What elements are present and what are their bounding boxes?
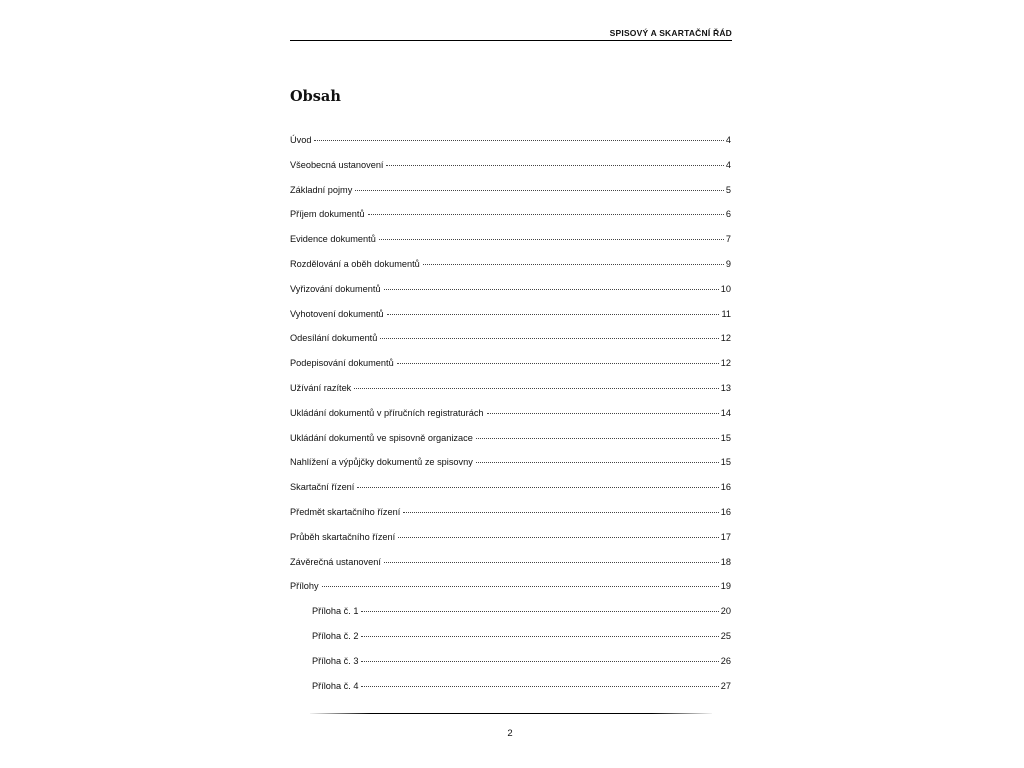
toc-entry-label: Předmět skartačního řízení (290, 506, 401, 517)
toc-entry-page-number: 4 (725, 135, 731, 145)
footer-rule (310, 713, 712, 714)
toc-entry-label: Přílohy (290, 581, 319, 592)
toc-entry-row (290, 431, 731, 445)
toc-entry-label: Rozdělování a oběh dokumentů (290, 258, 420, 269)
toc-dot-leader (476, 437, 719, 439)
toc-entry-row (312, 604, 731, 618)
toc-entry-row (290, 530, 731, 544)
toc-entry-row (312, 679, 731, 693)
toc-entry-page-number: 12 (720, 358, 731, 369)
toc-entry-page-number: 16 (720, 506, 731, 517)
running-header: SPISOVÝ A SKARTAČNÍ ŘÁD (609, 28, 732, 38)
toc-entry-page-number: 18 (720, 556, 731, 567)
toc-entry-page-number: 27 (720, 680, 731, 691)
toc-entry-page-number: 12 (720, 333, 731, 344)
toc-dot-leader (384, 288, 719, 290)
page-number: 2 (507, 728, 513, 739)
table-of-contents (290, 133, 732, 703)
toc-entry[interactable] (290, 555, 732, 580)
toc-entry[interactable] (290, 579, 732, 604)
toc-entry-page-number: 14 (720, 407, 731, 418)
toc-entry-row (290, 183, 731, 197)
toc-dot-leader (387, 313, 720, 315)
toc-entry-row (312, 629, 731, 643)
toc-entry[interactable] (290, 530, 732, 555)
toc-dot-leader (403, 511, 718, 513)
toc-entry[interactable] (290, 257, 732, 282)
toc-entry-page-number: 5 (725, 184, 731, 195)
toc-entry[interactable] (290, 282, 732, 307)
toc-entry[interactable] (290, 455, 732, 480)
toc-entry[interactable] (290, 307, 732, 332)
toc-entry-row (290, 282, 731, 296)
toc-entry-label: Závěrečná ustanovení (290, 556, 381, 567)
toc-dot-leader (476, 461, 719, 463)
toc-entry[interactable] (290, 183, 732, 208)
toc-entry-label: Vyřizování dokumentů (290, 283, 381, 294)
toc-dot-leader (380, 337, 718, 339)
toc-entry-page-number: 4 (725, 159, 731, 170)
toc-entry-label: Příjem dokumentů (290, 209, 365, 220)
toc-entry-label: Ukládání dokumentů ve spisovně organizace (290, 432, 473, 443)
toc-entry-row (290, 158, 731, 172)
toc-entry-page-number: 17 (720, 531, 731, 542)
toc-entry-page-number: 19 (720, 581, 731, 592)
toc-entry-page-number: 20 (720, 606, 731, 617)
toc-title: Obsah (290, 88, 341, 105)
toc-entry-label: Příloha č. 1 (312, 606, 359, 617)
toc-entry-page-number: 16 (720, 482, 731, 493)
toc-entry-page-number: 15 (720, 457, 731, 468)
toc-entry-label: Příloha č. 4 (312, 680, 359, 691)
toc-entry-row (290, 331, 731, 345)
toc-entry-label: Evidence dokumentů (290, 234, 376, 245)
toc-dot-leader (487, 412, 719, 414)
toc-entry[interactable] (290, 158, 732, 183)
toc-dot-leader (357, 486, 718, 488)
toc-entry-label: Příloha č. 3 (312, 655, 359, 666)
toc-dot-leader (397, 362, 719, 364)
toc-entry[interactable] (290, 232, 732, 257)
toc-entry-page-number: 10 (720, 283, 731, 294)
toc-entry-label: Odesílání dokumentů (290, 333, 378, 344)
toc-dot-leader (386, 164, 723, 166)
toc-entry[interactable] (290, 679, 732, 704)
toc-entry-page-number: 13 (720, 382, 731, 393)
toc-entry-row (290, 555, 731, 569)
toc-entry-page-number: 15 (720, 432, 731, 443)
toc-entry-label: Všeobecná ustanovení (290, 159, 384, 170)
toc-dot-leader (361, 660, 718, 662)
toc-entry-page-number: 26 (720, 655, 731, 666)
toc-entry-page-number: 11 (721, 308, 731, 319)
toc-entry-row (290, 381, 731, 395)
toc-entry-row (290, 505, 731, 519)
toc-entry-label: Úvod (290, 135, 312, 145)
toc-entry-row (312, 654, 731, 668)
toc-entry[interactable] (290, 133, 732, 158)
toc-entry-page-number: 9 (725, 258, 731, 269)
toc-entry-row (290, 406, 731, 420)
toc-entry-page-number: 6 (725, 209, 731, 220)
toc-dot-leader (355, 189, 724, 191)
toc-entry[interactable] (290, 356, 732, 381)
toc-entry-row (290, 307, 731, 321)
toc-dot-leader (398, 536, 719, 538)
toc-dot-leader (322, 585, 719, 587)
header-rule (290, 40, 732, 41)
toc-entry[interactable] (290, 207, 732, 232)
toc-entry[interactable] (290, 431, 732, 456)
toc-dot-leader (379, 238, 724, 240)
toc-dot-leader (361, 635, 718, 637)
toc-entry-label: Příloha č. 2 (312, 630, 359, 641)
toc-entry-label: Skartační řízení (290, 482, 355, 493)
toc-entry-label: Podepisování dokumentů (290, 358, 394, 369)
toc-dot-leader (384, 561, 719, 563)
toc-entry-row (290, 455, 731, 469)
toc-entry-label: Nahlížení a výpůjčky dokumentů ze spisovny (290, 457, 473, 468)
toc-entry[interactable] (290, 480, 732, 505)
toc-entry-row (290, 356, 731, 370)
toc-dot-leader (423, 263, 724, 265)
toc-entry[interactable] (290, 654, 732, 679)
toc-entry-label: Ukládání dokumentů v příručních registraturách (290, 407, 484, 418)
toc-entry[interactable] (290, 629, 732, 654)
toc-entry-label: Průběh skartačního řízení (290, 531, 396, 542)
toc-entry[interactable] (290, 604, 732, 629)
toc-entry[interactable] (290, 381, 732, 406)
toc-dot-leader (361, 685, 718, 687)
toc-entry[interactable] (290, 505, 732, 530)
toc-entry-label: Užívání razítek (290, 382, 352, 393)
toc-entry-page-number: 25 (720, 630, 731, 641)
toc-entry-row (290, 207, 731, 221)
toc-entry[interactable] (290, 331, 732, 356)
toc-entry-row (290, 480, 731, 494)
toc-entry-row (290, 579, 731, 593)
toc-entry-row (290, 133, 731, 147)
toc-entry-row (290, 257, 731, 271)
toc-entry-label: Základní pojmy (290, 184, 353, 195)
toc-entry-label: Vyhotovení dokumentů (290, 308, 384, 319)
toc-entry-page-number: 7 (725, 234, 731, 245)
toc-entry-row (290, 232, 731, 246)
toc-dot-leader (314, 139, 723, 141)
toc-entry[interactable] (290, 406, 732, 431)
toc-dot-leader (354, 387, 718, 389)
toc-dot-leader (368, 213, 724, 215)
toc-dot-leader (361, 610, 718, 612)
